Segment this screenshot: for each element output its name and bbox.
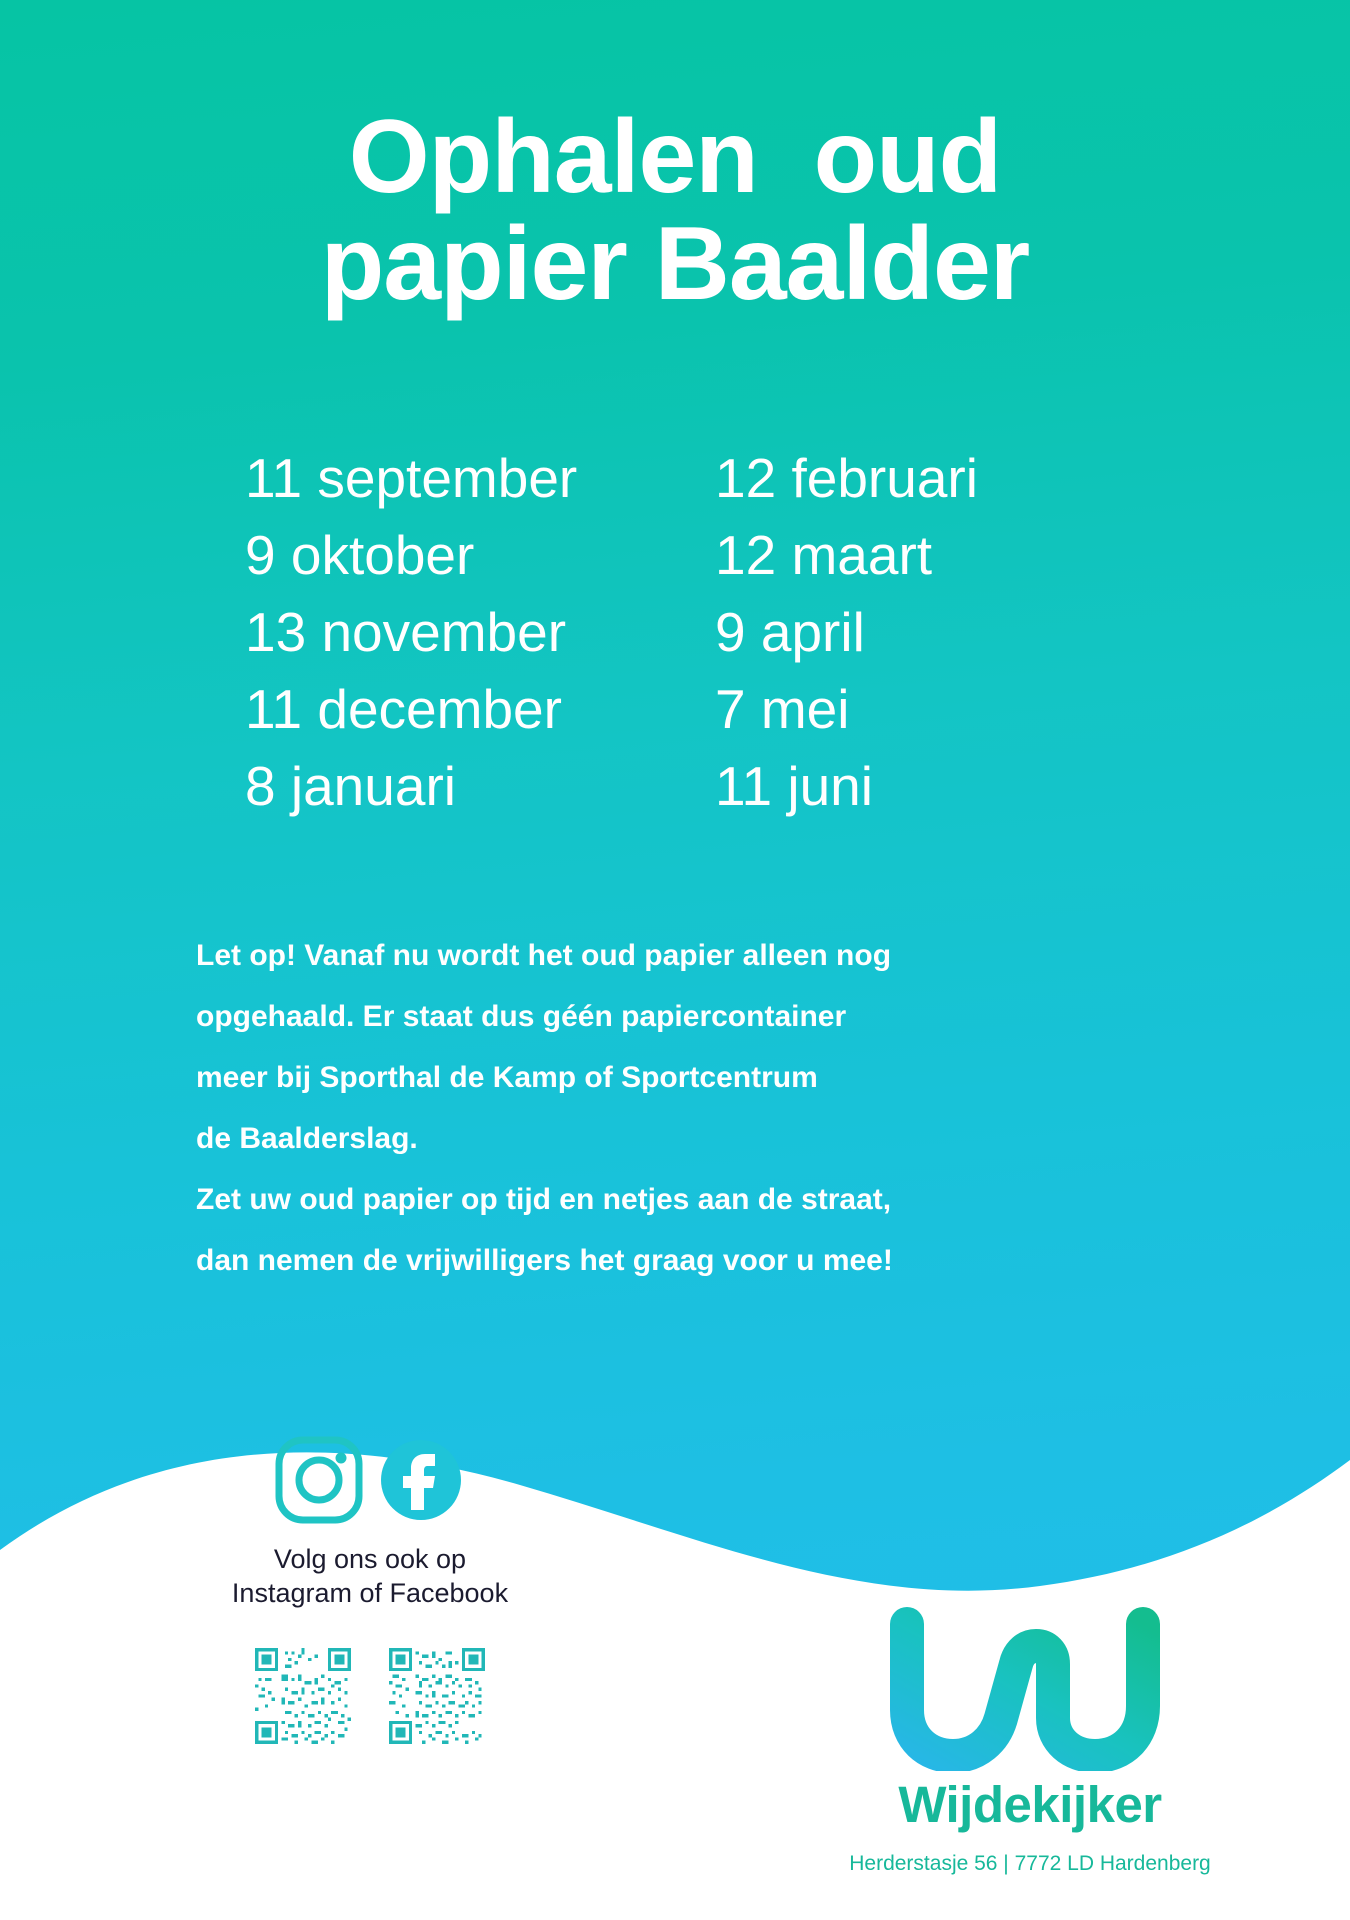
date-item: 12 maart [715, 524, 933, 586]
date-item: 9 oktober [245, 524, 475, 586]
date-item: 12 februari [715, 447, 978, 509]
dates-column-2 [715, 440, 1135, 825]
notice-line: Zet uw oud papier op tijd en netjes aan de straat, [196, 1183, 892, 1216]
logo-wordmark: Wijdekijker [898, 1776, 1162, 1833]
notice-line: Let op! Vanaf nu wordt het oud papier alleen nog [196, 939, 892, 972]
instagram-icon[interactable] [271, 1432, 367, 1528]
pickup-dates [245, 440, 1145, 825]
title-line-2: papier Baalder [320, 206, 1030, 323]
social-block [180, 1432, 560, 1744]
date-item: 7 mei [715, 678, 850, 740]
logo-address: Herderstasje 56 | 7772 LD Hardenberg [849, 1852, 1211, 1875]
social-caption-line-2: Instagram of Facebook [231, 1578, 509, 1608]
social-icons [180, 1432, 560, 1528]
dates-column-1 [245, 440, 665, 825]
page-title [0, 99, 1350, 323]
wijdekijker-w-logo [885, 1606, 1175, 1771]
date-item: 11 december [245, 678, 562, 740]
qr-code-row [180, 1648, 560, 1744]
brand-logo-block [820, 1606, 1240, 1876]
notice-line: dan nemen de vrijwilligers het graag voor u mee! [196, 1244, 893, 1277]
date-item: 11 juni [715, 755, 873, 817]
social-caption-line-1: Volg ons ook op [273, 1544, 467, 1574]
notice-line: de Baalderslag. [196, 1122, 418, 1155]
date-item: 9 april [715, 601, 865, 663]
notice-text [196, 925, 1206, 1291]
social-caption [180, 1542, 560, 1610]
notice-line: opgehaald. Er staat dus géén papiercontainer [196, 1000, 847, 1033]
date-item: 11 september [245, 447, 578, 509]
qr-code-facebook[interactable] [389, 1648, 485, 1744]
date-item: 13 november [245, 601, 567, 663]
date-item: 8 januari [245, 755, 456, 817]
notice-line: meer bij Sporthal de Kamp of Sportcentrum [196, 1061, 818, 1094]
title-line-1: Ophalen oud [348, 99, 1002, 215]
facebook-icon[interactable] [373, 1432, 469, 1528]
qr-code-instagram[interactable] [255, 1648, 351, 1744]
